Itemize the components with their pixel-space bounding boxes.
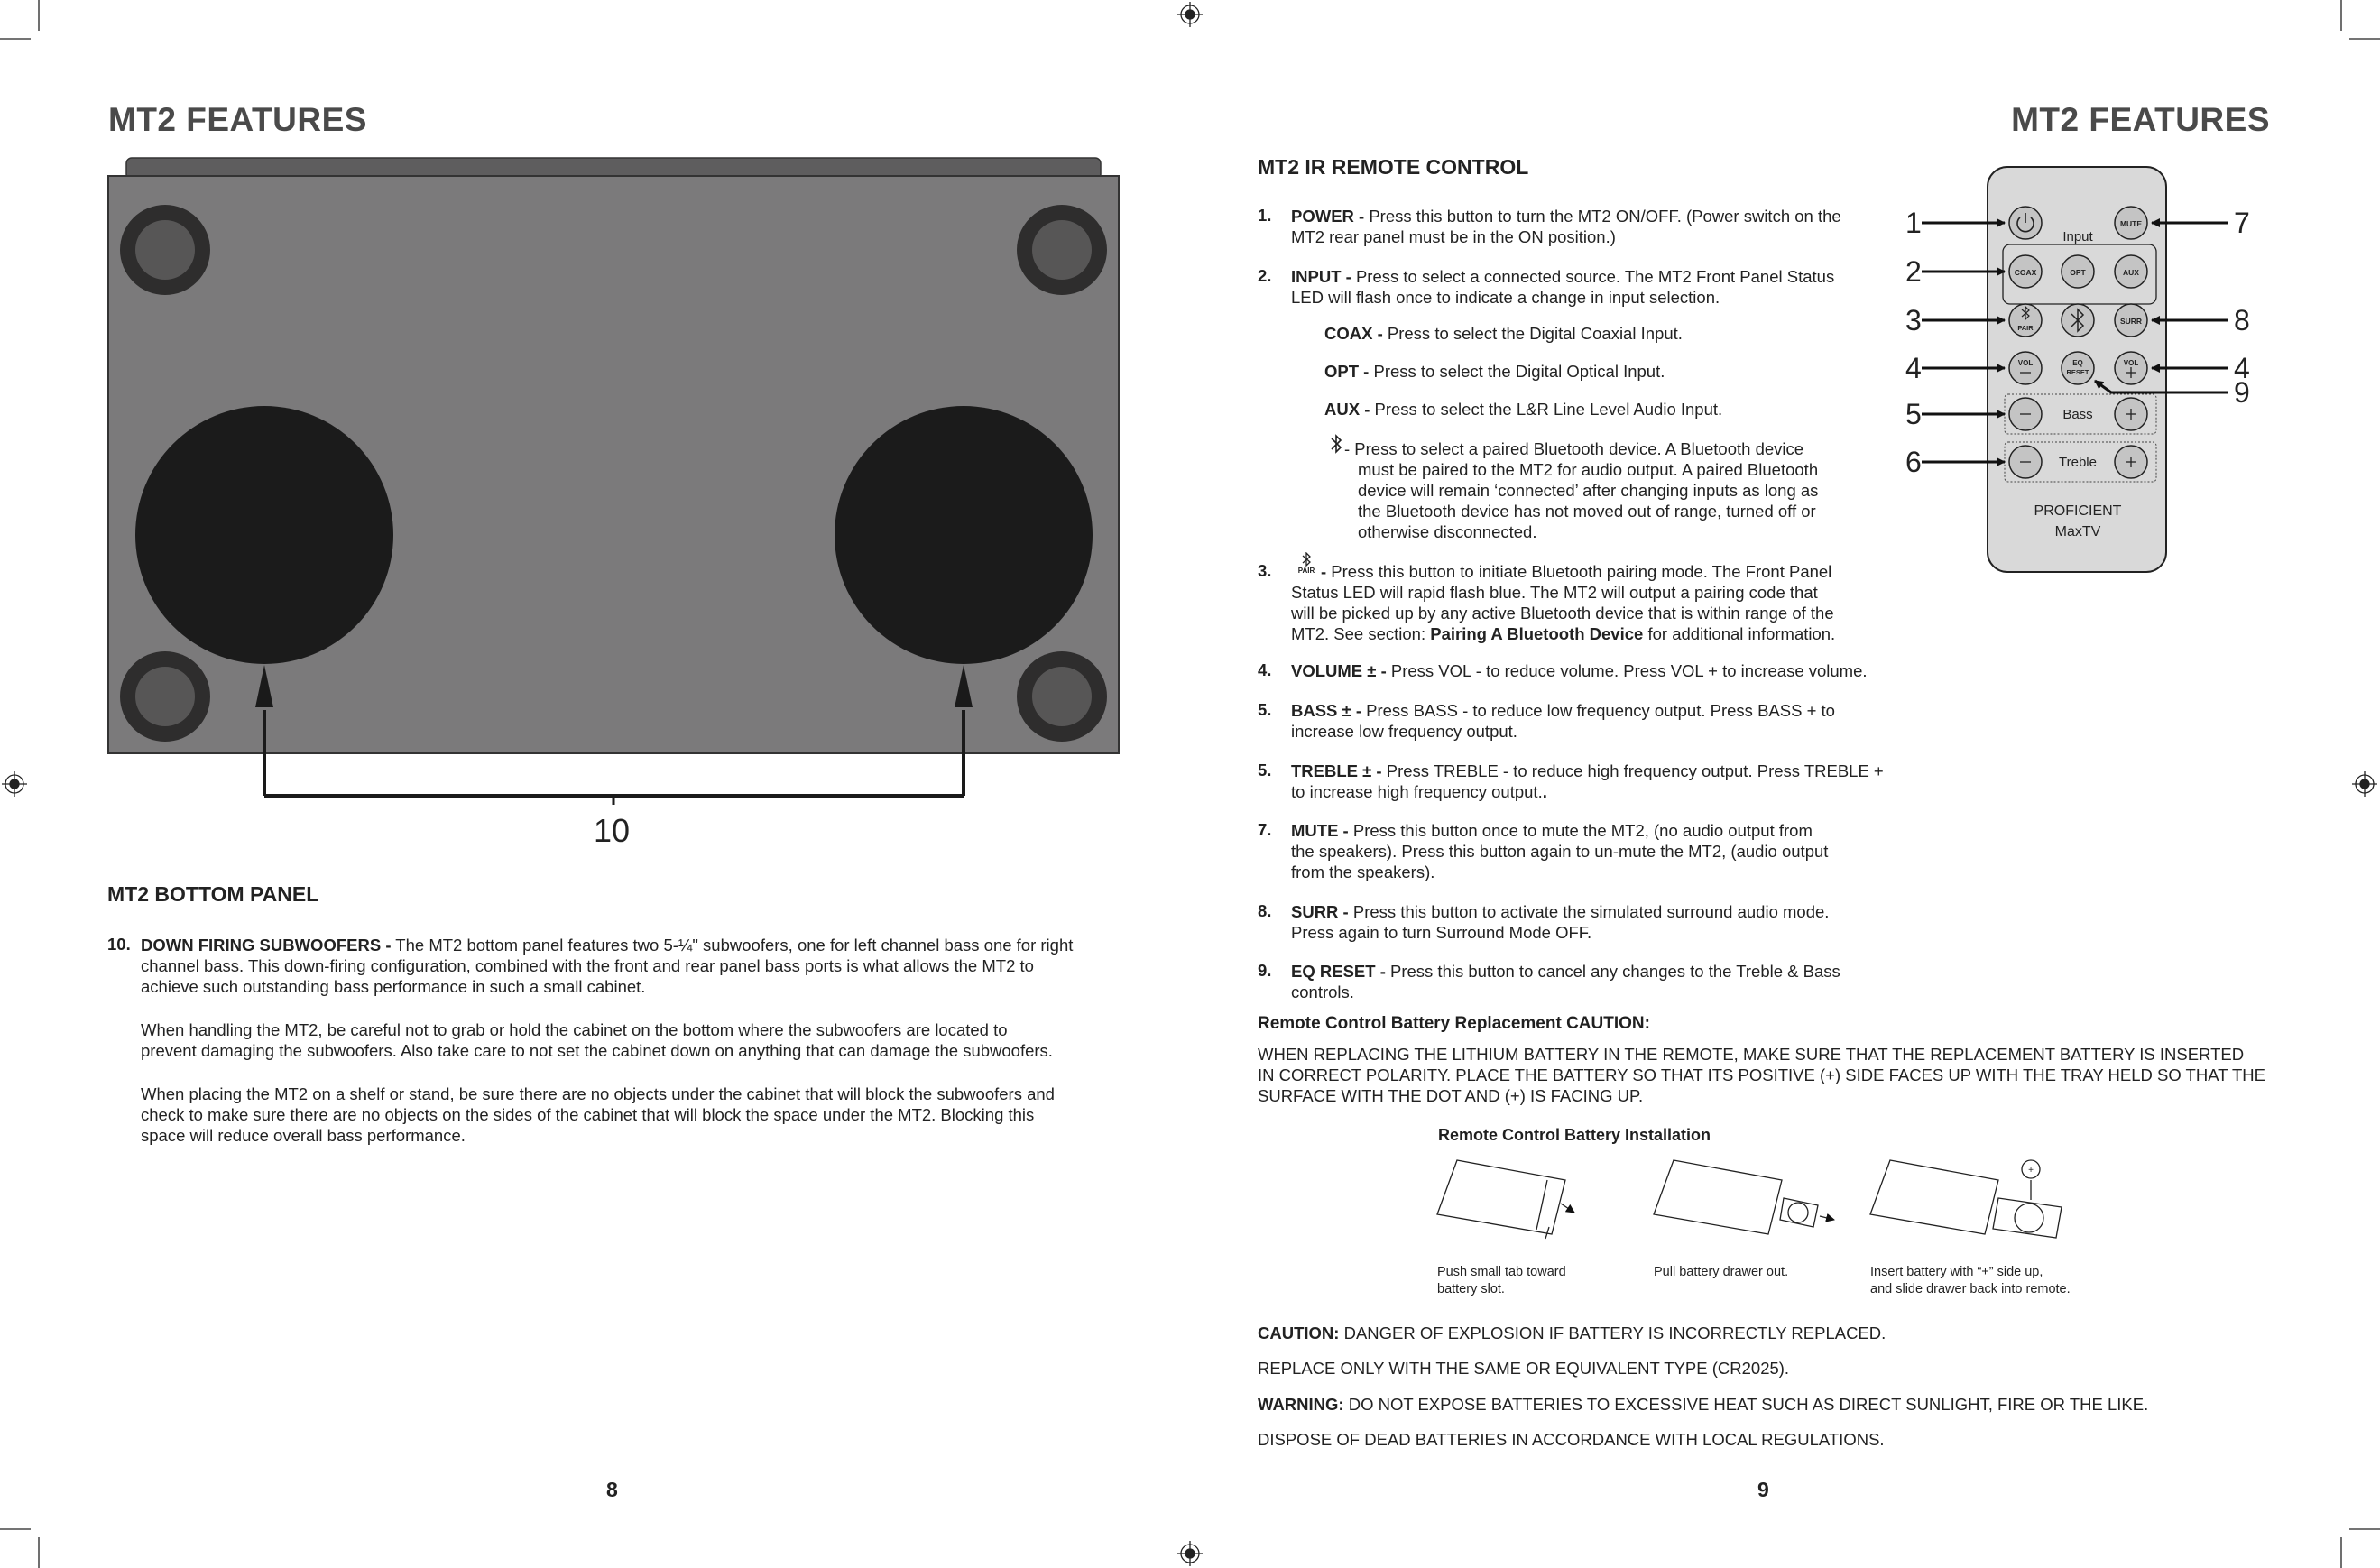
remote-illustration [1895,162,2274,577]
vol-down-button [2009,352,2042,384]
svg-text:RESET: RESET [2066,368,2089,376]
bass-up-button [2115,398,2147,430]
install-step-2 [1654,1160,1834,1234]
item-1-power: POWER - Press this button to turn the MT2 ON/OFF. (Power switch on the MT2 rear panel must be in the ON position.) [1291,207,1841,246]
subwoofer-left [135,406,393,664]
svg-text:VOL: VOL [2123,359,2139,367]
item-2-input: INPUT - Press to select a connected source. The MT2 Front Panel Status LED will flash once to indicate a change in input selection. [1291,267,1835,307]
pair-button [2009,304,2042,337]
rubber-foot-bottom-left [120,651,210,742]
pair-icon: PAIR [1294,552,1319,575]
treble-down-button [2009,446,2042,478]
rubber-foot-top-left [120,205,210,295]
registration-mark-right [2352,771,2377,797]
bass-down-button [2009,398,2042,430]
rubber-foot-top-right [1017,205,1107,295]
subwoofer-right [835,406,1093,664]
battery-caution-title: Remote Control Battery Replacement CAUTION: [1258,1014,1650,1033]
left-page-title: MT2 FEATURES [108,101,367,138]
remote-model: MaxTV [2054,524,2101,540]
sub-item-coax: COAX - Press to select the Digital Coaxial Input. [1324,324,1683,343]
item-7-mute: MUTE - Press this button once to mute the MT2, (no audio output from the speakers). Press this button again to un-mute the MT2, (audio output from the speakers). [1291,821,1829,881]
item-7-number: 7. [1258,820,1272,839]
item-10-label: DOWN FIRING SUBWOOFERS - [141,936,392,955]
caution-replace-type: REPLACE ONLY WITH THE SAME OR EQUIVALENT TYPE (CR2025). [1258,1359,1790,1378]
item-5-number: 5. [1258,700,1272,719]
item-2-number: 2. [1258,266,1272,285]
opt-button [2062,255,2094,288]
treble-up-button [2115,446,2147,478]
item-3-number: 3. [1258,561,1272,580]
item-3-pair: Status LED will rapid flash blue. The MT2 will output a pairing code that will be picked up by any active Bluetooth device that is within range of the MT2. See section: Pairing A Bluetooth Device for additional information. [1291,583,1836,643]
battery-caution-text: WHEN REPLACING THE LITHIUM BATTERY IN THE REMOTE, MAKE SURE THAT THE REPLACEMENT BATTERY IS INSERTED IN CORRECT POLARITY. PLACE THE BATTERY SO THAT ITS POSITIVE (+) SIDE FACES UP WITH THE TRAY HELD SO THAT THE SURFACE WITH THE DOT AND (+) IS FACING UP. [1258,1045,2265,1105]
bluetooth-icon [1330,433,1342,455]
sub-item-bluetooth-first: - Press to select a paired Bluetooth device. A Bluetooth device [1344,439,1804,458]
item-1-number: 1. [1258,206,1272,225]
callout-2: 2 [1905,255,1922,288]
bottom-panel-illustration [104,155,1123,805]
install-step-3 [1870,1160,2062,1238]
battery-plus-sign: + [2028,1166,2034,1176]
coax-button [2009,255,2042,288]
callout-6: 6 [1905,446,1922,478]
sub-item-opt: OPT - Press to select the Digital Optical Input. [1324,362,1665,381]
bottom-panel-heading: MT2 BOTTOM PANEL [107,882,319,906]
aux-button [2115,255,2147,288]
remote-brand: PROFICIENT [2034,503,2122,519]
right-page-title: MT2 FEATURES [2011,101,2270,138]
callout-9: 9 [2234,376,2250,409]
item-5-bass: BASS ± - Press BASS - to reduce low frequency output. Press BASS + to increase low frequency output. [1291,701,1835,741]
figure-callout-10: 10 [594,812,631,849]
svg-text:VOL: VOL [2017,359,2034,367]
callout-4-left: 4 [1905,352,1922,384]
surr-button [2115,304,2147,337]
install-caption-1: Push small tab toward battery slot. [1437,1265,1566,1296]
bluetooth-button [2062,304,2094,337]
sub-item-aux: AUX - Press to select the L&R Line Level Audio Input. [1324,400,1723,419]
item-10-text: DOWN FIRING SUBWOOFERS - The MT2 bottom panel features two 5-¼" subwoofers, one for left channel bass one for right channel bass. This down-firing configuration, combined with the front and rear panel bass ports is what allows the MT2 to achieve such outstanding bass performance in such a small cabinet. When handling the MT2, be careful not to grab or hold the cabinet on the bottom where the subwoofers are located to prevent damaging the subwoofers. Also take care to not set the cabinet down on anything that can damage the subwoofers. When placing the MT2 on a shelf or stand, be sure there are no objects under the cabinet that will block the subwoofers and check to make sure there are no objects on the sides of the cabinet that will block the space under the MT2. Blocking this space will reduce overall bass performance. [141,936,1074,1145]
sub-item-bluetooth: must be paired to the MT2 for audio output. A paired Bluetooth device will remain ‘connected’ after changing inputs as long as the Bluetooth device has not moved out of range, turned off or otherwise disconnected. [1358,460,1819,541]
dispose-batteries: DISPOSE OF DEAD BATTERIES IN ACCORDANCE WITH LOCAL REGULATIONS. [1258,1430,1885,1449]
remote-treble-label: Treble [2059,455,2097,470]
callout-1: 1 [1905,207,1922,239]
callout-3: 3 [1905,304,1922,337]
rubber-foot-bottom-right [1017,651,1107,742]
warning-heat: WARNING: DO NOT EXPOSE BATTERIES TO EXCESSIVE HEAT SUCH AS DIRECT SUNLIGHT, FIRE OR THE LIKE. [1258,1395,2149,1414]
battery-install-illustrations [1430,1153,2080,1243]
vol-up-button [2115,352,2147,384]
item-8-surr: SURR - Press this button to activate the simulated surround audio mode. Press again to turn Surround Mode OFF. [1291,902,1830,942]
item-10-number: 10. [107,935,131,954]
callout-5: 5 [1905,398,1922,430]
remote-bass-label: Bass [2062,407,2093,422]
callout-4-right: 4 [2234,352,2250,384]
item-9-eq-reset: EQ RESET - Press this button to cancel any changes to the Treble & Bass controls. [1291,962,1840,1001]
mute-button [2115,207,2147,239]
svg-text:AUX: AUX [2123,268,2139,277]
caution-explosion: CAUTION: DANGER OF EXPLOSION IF BATTERY IS INCORRECTLY REPLACED. [1258,1324,1886,1342]
registration-mark-top [1177,2,1203,27]
remote-input-label: Input [2062,229,2093,244]
svg-text:SURR: SURR [2119,317,2143,326]
registration-mark-bottom [1177,1541,1203,1566]
install-caption-2: Pull battery drawer out. [1654,1265,1789,1279]
item-9-number: 9. [1258,961,1272,980]
svg-text:EQ: EQ [2072,359,2083,367]
registration-mark-left [2,771,27,797]
svg-text:PAIR: PAIR [2017,324,2034,332]
svg-text:MUTE: MUTE [2119,219,2143,228]
install-step-1 [1437,1160,1574,1239]
item-8-number: 8. [1258,901,1272,920]
power-button [2009,207,2042,239]
ir-remote-heading: MT2 IR REMOTE CONTROL [1258,155,1529,179]
callout-7: 7 [2234,207,2250,239]
item-3-pair-first: - Press this button to initiate Bluetooth pairing mode. The Front Panel [1321,562,1832,581]
svg-text:COAX: COAX [2014,268,2037,277]
install-title: Remote Control Battery Installation [1438,1126,1711,1144]
pairing-section-ref: Pairing A Bluetooth Device [1430,624,1644,643]
callout-8: 8 [2234,304,2250,337]
item-4-number: 4. [1258,660,1272,679]
install-caption-3: Insert battery with “+” side up, and slide drawer back into remote. [1870,1265,2071,1296]
item-treble: TREBLE ± - Press TREBLE - to reduce high frequency output. Press TREBLE + to increase high frequency output.. [1291,761,1884,801]
eq-reset-button [2062,352,2094,384]
right-page-number: 9 [1757,1478,1769,1501]
item-4-volume: VOLUME ± - Press VOL - to reduce volume. Press VOL + to increase volume. [1291,661,1868,680]
svg-text:OPT: OPT [2070,268,2086,277]
left-page-number: 8 [606,1478,618,1501]
bluetooth-pair-icon [1302,552,1311,567]
item-treble-number: 5. [1258,761,1272,779]
